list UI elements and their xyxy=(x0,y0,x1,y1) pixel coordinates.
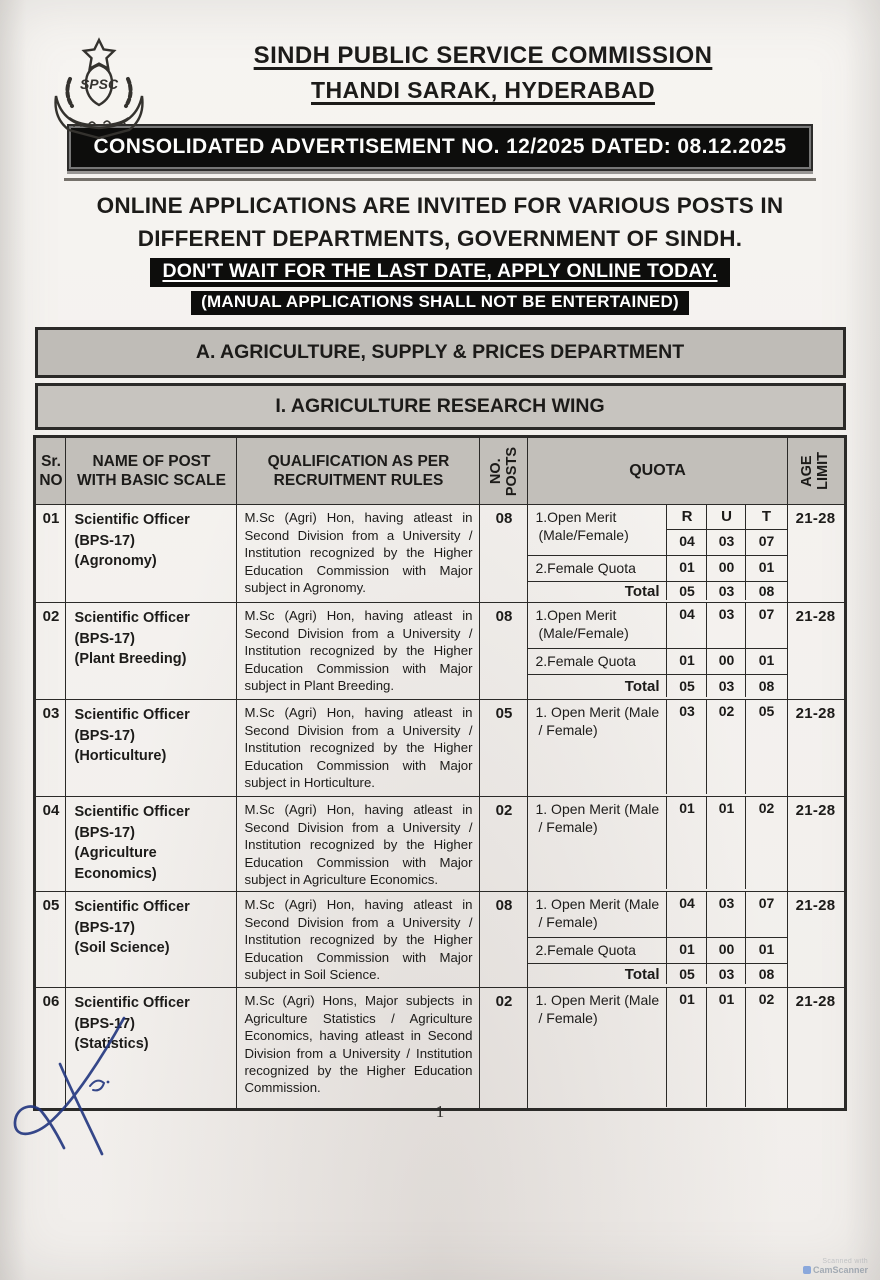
qualification: M.Sc (Agri) Hon, having atleast in Second Division from a University / Institution recognized by the Higher Education Commission with Major subject in Plant Breeding. xyxy=(237,603,480,700)
table-row xyxy=(35,892,845,988)
quota-cell xyxy=(528,988,787,1110)
quota-cell xyxy=(528,797,787,892)
post-name: Scientific Officer (BPS-17) (Horticulture) xyxy=(66,700,237,797)
quota-col-t: T xyxy=(745,505,786,530)
col-header-quota: QUOTA xyxy=(528,437,787,505)
headline-line1: ONLINE APPLICATIONS ARE INVITED FOR VARIOUS POSTS IN xyxy=(96,193,784,218)
sr-no: 05 xyxy=(35,892,66,988)
headline xyxy=(0,190,880,255)
org-name: SINDH PUBLIC SERVICE COMMISSION xyxy=(253,42,713,69)
col-header-no-posts: NO. POSTS xyxy=(480,437,528,505)
quota-cell xyxy=(528,892,787,988)
sr-no: 06 xyxy=(35,988,66,1110)
table-row xyxy=(35,988,845,1110)
sr-no: 03 xyxy=(35,700,66,797)
divider-line xyxy=(64,178,816,181)
col-header-qualification: QUALIFICATION AS PER RECRUITMENT RULES xyxy=(237,437,480,505)
advertisement-banner: CONSOLIDATED ADVERTISEMENT NO. 12/2025 DATED: 08.12.2025 xyxy=(67,124,813,171)
table-row xyxy=(35,700,845,797)
logo-text: SPSC xyxy=(79,76,119,92)
age-limit: 21-28 xyxy=(787,505,845,603)
page-number: 1 xyxy=(435,1102,445,1121)
no-of-posts: 02 xyxy=(480,988,528,1110)
table-row xyxy=(35,505,845,603)
post-name: Scientific Officer (BPS-17) (Agriculture Economics) xyxy=(66,797,237,892)
quota-subtable: 1. Open Merit (Male / Female) 03 02 05 xyxy=(528,700,786,794)
no-of-posts: 08 xyxy=(480,603,528,700)
qualification: M.Sc (Agri) Hon, having atleast in Second Division from a University / Institution recognized by the Higher Education Commission with Major subject in Soil Science. xyxy=(237,892,480,988)
document-header xyxy=(0,0,880,104)
quota-col-u: U xyxy=(706,505,745,530)
qualification: M.Sc (Agri) Hon, having atleast in Second Division from a University / Institution recognized by the Higher Education Commission with Major subject in Horticulture. xyxy=(237,700,480,797)
spsc-emblem-icon xyxy=(40,34,158,152)
no-of-posts: 08 xyxy=(480,892,528,988)
quota-subtable: 1. Open Merit (Male / Female) 01 01 02 xyxy=(528,988,786,1107)
department-section-header: A. AGRICULTURE, SUPPLY & PRICES DEPARTMENT xyxy=(35,327,846,378)
table-header-row xyxy=(35,437,845,505)
posts-table xyxy=(33,435,846,1111)
no-of-posts: 02 xyxy=(480,797,528,892)
col-header-sr-no: Sr. NO xyxy=(35,437,66,505)
sr-no: 01 xyxy=(35,505,66,603)
post-name: Scientific Officer (BPS-17) (Statistics) xyxy=(66,988,237,1110)
quota-subtable: 1. Open Merit (Male / Female) 01 01 02 xyxy=(528,797,786,889)
qualification: M.Sc (Agri) Hon, having atleast in Second Division from a University / Institution recognized by the Higher Education Commission with Major subject in Agriculture Economics. xyxy=(237,797,480,892)
quota-subtable: 1.Open Merit (Male/Female) 04 03 07 2.Female Quota 01 00 01 Total 05 03 08 xyxy=(528,603,786,697)
age-limit: 21-28 xyxy=(787,892,845,988)
post-name: Scientific Officer (BPS-17) (Soil Science) xyxy=(66,892,237,988)
org-address: THANDI SARAK, HYDERABAD xyxy=(311,77,655,103)
wing-section-header: I. AGRICULTURE RESEARCH WING xyxy=(35,383,846,430)
sr-no: 02 xyxy=(35,603,66,700)
manual-applications-notice: (MANUAL APPLICATIONS SHALL NOT BE ENTERTAINED) xyxy=(191,291,689,315)
col-header-age-limit: AGE LIMIT xyxy=(787,437,845,505)
camscanner-watermark: Scanned with CamScanner xyxy=(803,1258,868,1275)
no-of-posts: 05 xyxy=(480,700,528,797)
camscanner-icon xyxy=(803,1266,811,1274)
age-limit: 21-28 xyxy=(787,603,845,700)
apply-online-notice: DON'T WAIT FOR THE LAST DATE, APPLY ONLINE TODAY. xyxy=(150,258,729,287)
quota-cell xyxy=(528,700,787,797)
quota-cell xyxy=(528,603,787,700)
headline-line2: DIFFERENT DEPARTMENTS, GOVERNMENT OF SINDH. xyxy=(137,225,743,251)
no-of-posts: 08 xyxy=(480,505,528,603)
col-header-post-name: NAME OF POST WITH BASIC SCALE xyxy=(66,437,237,505)
quota-subtable: 1.Open Merit (Male/Female) R U T 04 03 07 2.Female Quota 01 00 01 Total 05 03 08 xyxy=(528,505,786,600)
qualification: M.Sc (Agri) Hons, Major subjects in Agriculture Statistics / Agriculture Economics, having atleast in Second Division from a University / Institution recognized by the Higher Education Commission. xyxy=(237,988,480,1110)
post-name: Scientific Officer (BPS-17) (Agronomy) xyxy=(66,505,237,603)
quota-cell xyxy=(528,505,787,603)
post-name: Scientific Officer (BPS-17) (Plant Breeding) xyxy=(66,603,237,700)
quota-col-r: R xyxy=(666,505,706,530)
age-limit: 21-28 xyxy=(787,988,845,1110)
table-row xyxy=(35,797,845,892)
qualification: M.Sc (Agri) Hon, having atleast in Second Division from a University / Institution recognized by the Higher Education Commission with Major subject in Agronomy. xyxy=(237,505,480,603)
quota-subtable: 1. Open Merit (Male / Female) 04 03 07 2.Female Quota 01 00 01 Total 05 03 08 xyxy=(528,892,786,984)
age-limit: 21-28 xyxy=(787,797,845,892)
age-limit: 21-28 xyxy=(787,700,845,797)
table-row xyxy=(35,603,845,700)
sr-no: 04 xyxy=(35,797,66,892)
